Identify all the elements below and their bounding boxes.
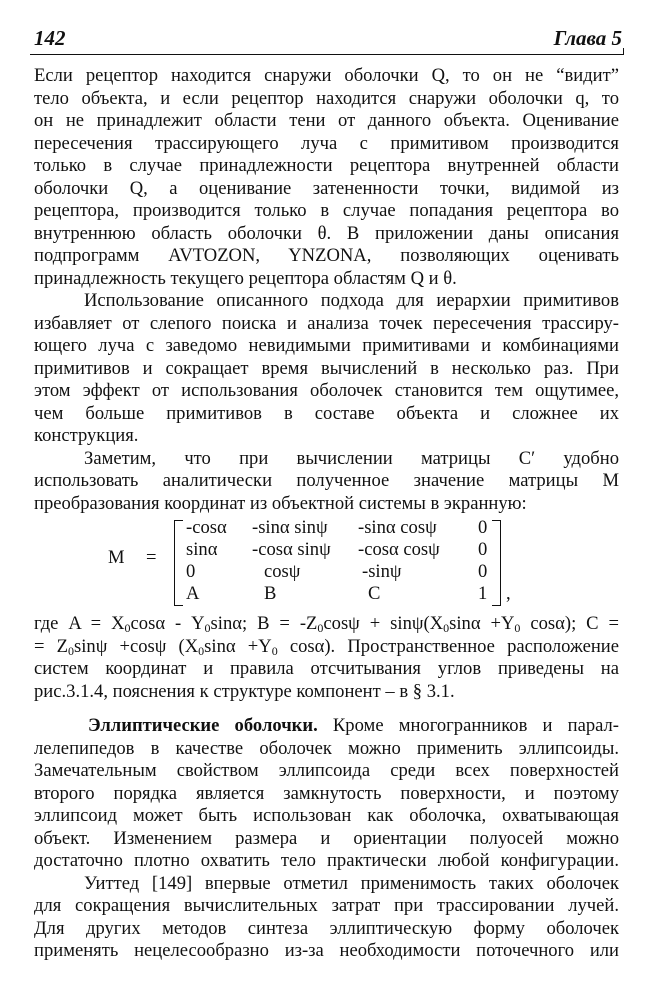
text-line: внутреннюю область оболочки θ. В приложении даны описания [34,222,619,244]
formula-line: где $A = X_0\cos\alpha - Y_0\sin\alpha$; $B = -Z_0\cos\psi + \sin\psi(X_0\sin\alpha +Y_0$ cosα); C = [34,613,619,635]
paragraph-4 [34,613,619,703]
right-bracket [492,520,501,606]
matrix-cell: -sinα cosψ [358,517,437,538]
matrix-cell: 0 [478,539,488,560]
paragraph-5 [34,715,619,873]
matrix-cell: -cosα cosψ [358,539,440,560]
matrix-cell: 0 [478,561,488,582]
matrix-cell: -sinα sinψ [252,517,328,538]
paragraph-1 [34,65,619,290]
formula-line: = $Z_0\sin\psi +\cos\psi$ ($X_0\sin\alpha +Y_0$ cosα). Пространственное расположение [34,635,619,658]
text-line: рецептора, производится только в случае попадания рецептора во [34,200,619,221]
text-line: преобразования координат из объектной системы в экранную: [34,492,527,514]
text-line: Если рецептор находится снаружи оболочки Q, то он не “видит” [34,65,619,86]
matrix-cell: 0 [186,561,196,582]
running-header [30,26,624,60]
text-line: Заметим, что при вычислении матрицы С′ удобно [84,447,619,469]
text-line: Замечательным свойством эллипсоида среди всех поверхностей [34,760,619,781]
matrix-equation [34,517,619,609]
matrix-comma: , [506,583,511,604]
text-line: ющего луча с заведомо невидимыми примитивами и комбинациями [34,335,619,356]
matrix-cell: sinα [186,539,218,560]
text-line: эллипсоид может быть использован как оболочка, охватывающая [34,805,619,826]
matrix-cell: -cosα sinψ [252,539,331,560]
page-number: 142 [34,26,66,50]
section-heading: Эллиптические оболочки. [88,715,318,736]
text-line: подпрограмм AVTOZON, YNZONA, позволяющих оценивать [34,245,619,266]
text-line: оболочки Q, а оценивание затененности точки, видимой из [34,177,619,199]
text-line: конструкция. [34,425,139,446]
header-rule [30,54,624,55]
text-line: принадлежность текущего рецептора областям Q и θ. [34,267,457,289]
equals-sign: = [146,547,157,568]
paragraph-3 [34,448,619,516]
text-line: использовать аналитически полученное значение матрицы М [34,470,619,491]
matrix-cell: 1 [478,583,488,604]
chapter-title: Глава 5 [553,26,622,50]
text-line: систем координат и правила отсчитывания углов приведены на [34,658,619,679]
paragraph-2 [34,290,619,448]
header-rule-tick [623,48,624,55]
text-line: примитивов и сокращает время вычислений в несколько раз. При [34,357,619,379]
text-line: чем больше примитивов в составе объекта и сложнее их [34,402,619,424]
text-line: рис.3.1.4, пояснения к структуре компонент – в § 3.1. [34,680,455,702]
text-line: Использование описанного подхода для иерархии примитивов [84,290,619,311]
text-line: этом эффект от использования оболочек становится тем ощутимее, [34,380,619,401]
matrix-cell: C [368,583,381,604]
text-line: пересечения трассирующего луча с примитивом производится [34,132,619,154]
paragraph-6 [34,873,619,963]
text-line: избавляет от слепого поиска и анализа точек пересечения трассиру- [34,312,619,334]
matrix-cell: A [186,583,200,604]
text-line: Уиттед [149] впервые отметил применимость таких оболочек [84,872,619,894]
text-line: он не принадлежит области тени от данного объекта. Оценивание [34,110,619,131]
matrix-cell: cosψ [264,561,301,582]
text-line: достаточно плотно охватить тело практически любой конфигурации. [34,850,619,871]
matrix-label: М [108,547,125,568]
matrix-cell: -cosα [186,517,227,538]
text-line: второго порядка является замкнутость поверхности, и поэтому [34,782,619,804]
left-bracket [174,520,183,606]
text-line: объект. Изменением размера и ориентации полуосей можно [34,827,619,849]
matrix-cell: 0 [478,517,488,538]
text-line: только в случае принадлежности рецептора внутренней области [34,155,619,176]
matrix-cell: B [264,583,277,604]
matrix-cell: -sinψ [362,561,402,582]
text-line: Эллиптические оболочки. Кроме многогранников и парал- [88,715,619,736]
text-line: Для других методов синтеза эллиптическую форму оболочек [34,917,619,939]
text-line: для сокращения вычислительных затрат при трассировании лучей. [34,895,619,916]
text-line: лелепипедов в качестве оболочек можно применить эллипсоиды. [34,737,619,759]
text-line: тело объекта, и если рецептор находится снаружи оболочки q, то [34,87,619,109]
text-line: применять нецелесообразно из-за необходимости поточечного или [34,940,619,961]
page-body [34,65,619,963]
